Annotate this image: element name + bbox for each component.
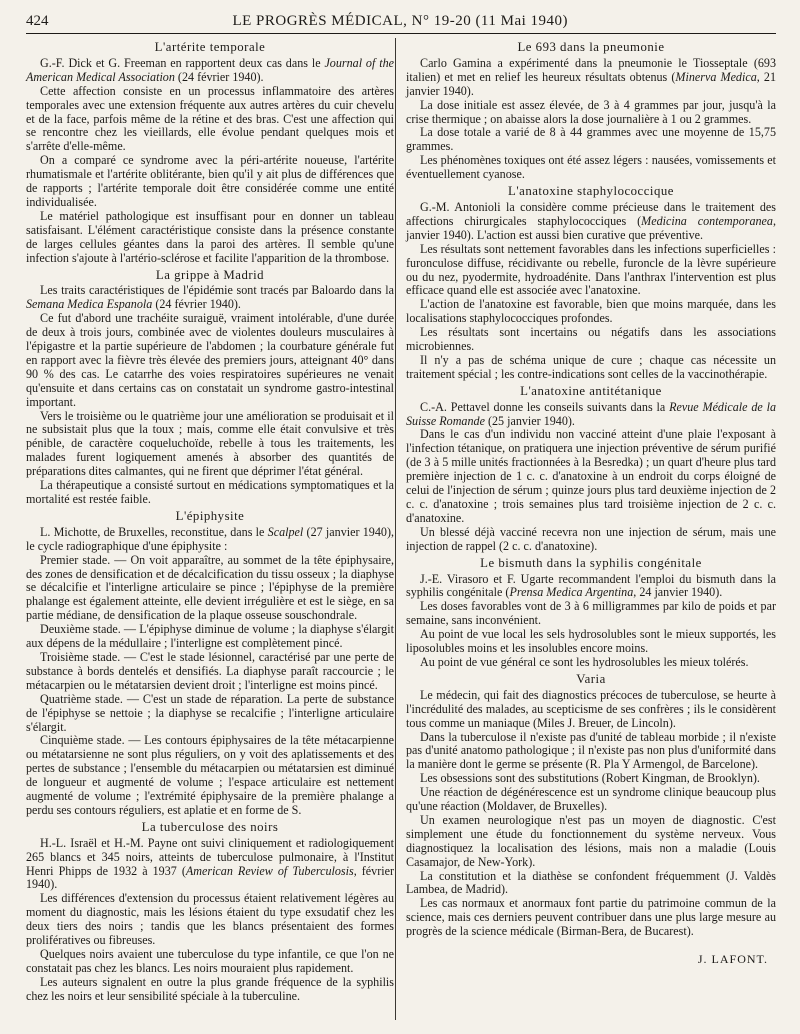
page-number: 424 [26,13,49,29]
article-title: L'épiphysite [175,508,245,523]
article-title: L'artérite temporale [154,40,266,54]
article-intro: G.-F. Dick et G. Freeman en rapportent deux cas dans le Journal of the American Medical Association (24 février 1940). [26,55,394,84]
paragraph: Ce fut d'abord une trachéite suraiguë, vraiment intolérable, d'une durée de deux à trois jours, combinée avec de violentes douleurs musculaires à l'épigastre et la partie supérieure de l'abdomen ; la courbature générale fut en rapport avec la fièvre très élevée des premiers jours, atteignant 40° dans 90 % des cas. Le catarrhe des voies respiratoires supérieures ne venait qu'ensuite et dans certains cas on constatait un syndrome gastro-intestinal important. [26,311,394,409]
paragraph: Cinquième stade. — Les contours épiphysaires de la tête métacarpienne ou métatarsienne ne sont plus réguliers, on y voit des aplatissements et des pertes de substance ; l'ensemble du métacarpien ou métatarsien est diminué de longueur et augmenté de volume ; l'espace articulaire est nettement augmenté de volume ; l'extrémité épiphysaire de la première phalange a perdu ses contours réguliers, est aplatie et en forme de S. [26,733,394,817]
paragraph: Il n'y a pas de schéma unique de cure ; chaque cas nécessite un traitement spécial ; les contre-indications sont celles de la vaccinothérapie. [406,352,776,381]
article-693 [406,41,776,182]
paragraph: Les obsessions sont des substitutions (Robert Kingman, de Brooklyn). [420,771,760,786]
article-arterite [26,41,394,266]
paragraph: Les phénomènes toxiques ont été assez légers : nausées, vomissements et éventuellement cyanose. [406,153,776,182]
right-column [406,38,776,967]
paragraph: La constitution et la diathèse se confondent fréquemment (J. Valdès Lambea, de Madrid). [406,868,776,897]
paragraph: Un blessé déjà vacciné recevra non une injection de sérum, mais une injection de rappel (2 c. c. d'anatoxine). [406,524,776,553]
article-title: La grippe à Madrid [155,267,265,282]
article-varia [406,673,776,967]
paragraph: Les résultats sont incertains ou négatifs dans les associations microbiennes. [406,325,776,354]
paragraph: L'action de l'anatoxine est favorable, bien que moins marquée, dans les localisations staphylococciques profondes. [406,297,776,326]
column-divider [395,38,396,1020]
article-tuberculose-noirs [26,821,394,1004]
article-title: Le bismuth dans la syphilis congénitale [480,555,702,570]
paragraph: Premier stade. — On voit apparaître, au sommet de la tête épiphysaire, des zones de densification et de décalcification du tissu osseux ; la diaphyse se décalcifie et l'interligne articulaire se pince ; l'épiphyse de la première phalange est également atteinte, elle devient irrégulière et est le siège, en sa partie médiane, de densification de la plaque osseuse souschondrale. [26,552,394,623]
paragraph: Quelques noirs avaient une tuberculose du type infantile, ce que l'on ne constatait pas chez les blancs. Les noirs mouraient plus rapidement. [26,947,394,975]
article-intro: C.-A. Pettavel donne les conseils suivants dans la Revue Médicale de la Suisse Romande (25 janvier 1940). [406,399,777,428]
paragraph: Troisième stade. — C'est le stade lésionnel, caractérisé par une perte de substance à bords dentelés et densifiés. La diaphyse paraît raccourcie ; le métacarpien ou le métatarsien devient droit ; l'interligne est moins pincé. [26,649,394,692]
paragraph: Dans le cas d'un individu non vacciné atteint d'une plaie l'exposant à l'infection tétanique, on pratiquera une injection préventive de sérum purifié (de 3 à 5 mille unités fractionnées à la Besredka) ; un quart d'heure plus tard première injection de 1 c. c. d'anatoxine à un endroit du corps éloigné de celui de l'injection de sérum ; quinze jours plus tard deuxième injection de 2 c. c. d'anatoxine ; trois semaines plus tard troisième injection de 2 c. c. d'anatoxine. [406,427,776,525]
paragraph: La thérapeutique a consisté surtout en médications symptomatiques et la mortalité est restée faible. [26,478,394,506]
paragraph: Une réaction de dégénérescence est un syndrome clinique beaucoup plus qu'une réaction (Moldaver, de Bruxelles). [406,785,776,814]
article-intro: J.-E. Virasoro et F. Ugarte recommandent l'emploi du bismuth dans la syphilis congénitale (Prensa Medica Argentina, 24 janvier 1940). [406,571,776,600]
article-bismuth [406,557,776,670]
paragraph: Le matériel pathologique est insuffisant pour en donner un tableau satisfaisant. L'élément caractéristique consiste dans la présence constante de larges cellules géantes dans la paroi des artères. Il semble qu'une infection s'ajoute à l'artério-sclérose et facilite l'apparition de la thrombose. [26,208,394,265]
article-title: Le 693 dans la pneumonie [517,40,665,54]
article-anatoxine-tetanique [406,385,776,554]
paragraph: Les auteurs signalent en outre la plus grande fréquence de la syphilis chez les noirs et leur sensibilité spéciale à la tuberculine. [26,974,394,1003]
article-grippe [26,269,394,507]
paragraph: Dans la tuberculose il n'existe pas d'unité de tableau morbide ; il n'existe pas d'unité anatomo pathologique ; il n'existe pas non plus d'uniformité dans la manière dont le germe se présente (R. Pla Y Armengol, de Barcelone). [406,729,776,772]
article-intro: H.-L. Israël et H.-M. Payne ont suivi cliniquement et radiologiquement 265 blancs et 345 noirs, atteints de tuberculose pulmonaire, à l'Institut Henri Phipps de 1932 à 1937 (American Review of Tuberculosis, février 1940). [26,835,394,892]
article-title: L'anatoxine antitétanique [520,383,662,398]
paragraph: Au point de vue local les sels hydrosolubles sont le mieux supportés, les liposolubles moins et les insolubles encore moins. [406,627,776,656]
journal-title: LE PROGRÈS MÉDICAL, N° 19-20 (11 Mai 1940) [232,13,569,29]
paragraph: On a comparé ce syndrome avec la péri-artérite noueuse, l'artérite rhumatismale et l'artérite oblitérante, bien qu'il y ait plus de différences que de rapports ; l'artérite temporale doit être considérée comme une entité individualisée. [26,153,394,209]
article-intro: Carlo Gamina a expérimenté dans la pneumonie le Tiosseptale (693 italien) et met en relief les heureux résultats obtenus (Minerva Medica, 21 janvier 1940). [406,55,776,98]
paragraph: Au point de vue général ce sont les hydrosolubles les mieux tolérés. [420,654,749,669]
article-intro: G.-M. Antonioli la considère comme précieuse dans le traitement des affections chirurgicales staphylococciques (Medicina contemporanea, janvier 1940). L'action est aussi bien curative que préventive. [406,199,776,242]
paragraph: La dose totale a varié de 8 à 44 grammes avec une moyenne de 15,75 grammes. [406,125,776,154]
article-intro: L. Michotte, de Bruxelles, reconstitue, dans le Scalpel (27 janvier 1940), le cycle radiographique d'une épiphysite : [26,524,394,553]
paragraph: Cette affection consiste en un processus inflammatoire des artères temporales avec une extension fréquente aux autres artères du cuir chevelu et de la face, parfois même de la rétine et des bras. C'est une affection qui se rencontre chez les vieillards, elle évolue pendant quelques mois et s'arrête d'elle-même. [26,83,394,154]
article-title: La tuberculose des noirs [141,819,279,834]
left-column [26,38,394,1004]
paragraph: La dose initiale est assez élevée, de 3 à 4 grammes par jour, jusqu'à la crise thermique ; on abaisse alors la dose journalière à 1 ou 2 grammes. [406,97,776,126]
article-title: Varia [576,671,606,686]
article-title: L'anatoxine staphylococcique [508,184,674,199]
paragraph: Quatrième stade. — C'est un stade de réparation. La perte de substance de l'épiphyse se nettoie ; la diaphyse se recalcifie ; l'interligne articulaire s'élargit. [26,691,394,734]
article-epiphysite [26,510,394,818]
page-header [26,6,776,34]
author-signature: J. LAFONT. [697,952,768,967]
paragraph: Deuxième stade. — L'épiphyse diminue de volume ; la diaphyse s'élargit aux dépens de la médullaire ; l'interligne est complètement pincé. [26,622,394,651]
paragraph: Le médecin, qui fait des diagnostics précoces de tuberculose, se heurte à l'incrédulité des malades, au scepticisme de ses confrères ; ils le considèrent tous comme un maniaque (Miles J. Breuer, de Lincoln). [406,687,776,730]
paragraph: Les doses favorables vont de 3 à 6 milligrammes par kilo de poids et par semaine, sans inconvénient. [406,599,776,628]
paragraph: Les résultats sont nettement favorables dans les infections superficielles : furonculose diffuse, récidivante ou rebelle, furoncle de la lèvre supérieure ou du nez, pyodermite, hydroadénite. Dans l'anthrax l'intervention est plus efficace quand elle est associée avec l'anatoxine. [406,241,776,298]
paragraph: Un examen neurologique n'est pas un moyen de diagnostic. C'est simplement une étude du fonctionnement du système nerveux. Vous diagnostiquez la localisation des lésions, mais non a maladie (Louis Casamajor, de New-York). [406,812,776,869]
paragraph: Vers le troisième ou le quatrième jour une amélioration se produisait et il ne subsistait plus que la toux ; mais, comme elle était convulsive et très pénible, de caractère coqueluchoïde, rebelle à tous les traitements, les malades furent logiquement amenés à absorber des quantités de préparations dites calmantes, qui ne firent que déprimer l'état général. [26,408,394,479]
article-anatoxine-staph [406,185,776,382]
paragraph: Les différences d'extension du processus étaient relativement légères au moment du diagnostic, mais les lésions étaient du type exsudatif chez les deux tiers des noirs ; tandis que les blancs présentaient des formes prolifératives ou fibreuses. [26,891,394,948]
article-intro: Les traits caractéristiques de l'épidémie sont tracés par Baloardo dans la Semana Medica Espanola (24 février 1940). [26,283,394,312]
paragraph: Les cas normaux et anormaux font partie du patrimoine commun de la science, mais ces derniers peuvent contribuer dans une plus large mesure au progrès de la science médicale (Birman-Bera, de Bucarest). [406,896,776,939]
